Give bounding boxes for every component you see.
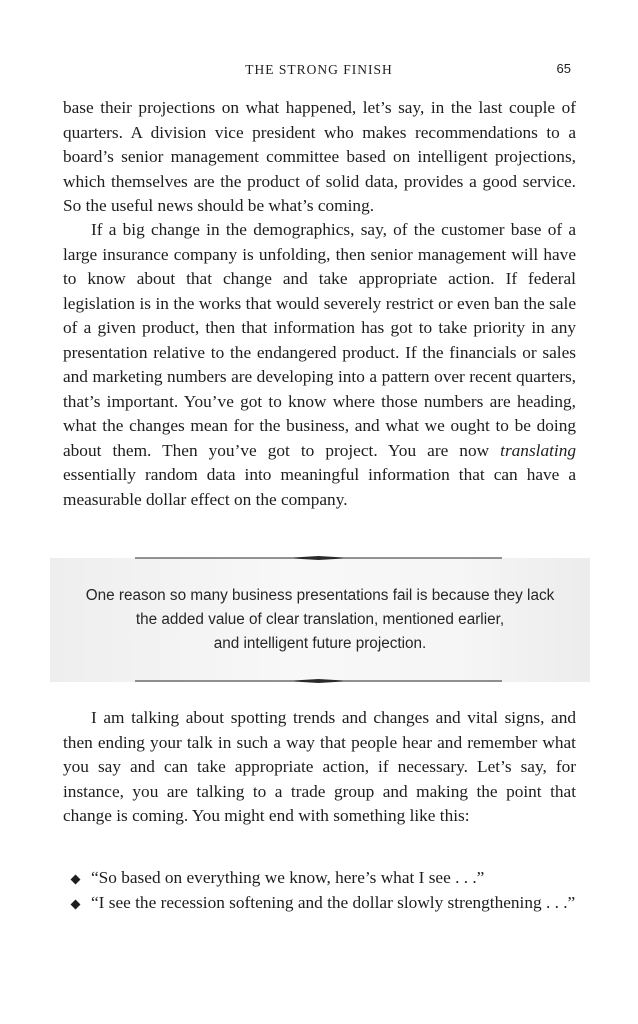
running-title: THE STRONG FINISH: [245, 62, 393, 77]
body-paragraph-3: I am talking about spotting trends and changes and vital signs, and then ending your talk in such a way that people hear and remember what you say and can take appropriate action, if necessary. Let’s say, for instance, you are talking to a trade group and making the point that change is coming. You might end with something like this:: [63, 708, 576, 825]
bullet-text: “I see the recession softening and the dollar slowly strengthening . . .”: [91, 892, 576, 912]
paragraph-2-text-start: If a big change in the demographics, say, of the customer base of a large insurance company is unfolding, then senior management will have to know about that change and take appropriate action. If federal legislation is in the works that would severely restrict or even ban the sale of a given product, then that information has got to take priority in any presentation relative to the endangered product. If the financials or sales and marketing numbers are developing into a pattern over recent quarters, that’s important. You’ve got to know where those numbers are heading, what the changes mean for the business, and what we ought to be doing about them. Then you’ve got to project. You are now: [63, 220, 576, 460]
bullet-item: [63, 891, 576, 916]
paragraph-2-text-end: essentially random data into meaningful information that can have a measurable dollar effect on the company.: [63, 465, 576, 509]
pullquote-line-3: and intelligent future projection.: [213, 635, 427, 652]
body-paragraph-2: [63, 218, 576, 512]
body-paragraph-1: base their projections on what happened, let’s say, in the last couple of quarters. A division vice president who makes recommendations to a board’s senior management committee based on intelligent projections, which themselves are the product of solid data, provides a good service. So the useful news should be what’s coming.: [63, 98, 576, 215]
pullquote-line-1: One reason so many business presentations fail is because they lack: [85, 587, 555, 604]
pullquote: [60, 584, 580, 656]
bullet-text: “So based on everything we know, here’s what I see . . .”: [91, 868, 485, 887]
running-head: [0, 60, 638, 82]
pullquote-line-2: the added value of clear translation, mentioned earlier,: [135, 611, 505, 628]
diamond-bullet-icon: [71, 899, 81, 909]
quote-bullet-list: [63, 866, 576, 915]
page-number: 65: [556, 61, 571, 76]
pullquote-bottom-rule: [135, 679, 502, 683]
emphasis-translating: translating: [500, 440, 576, 460]
bullet-item: [63, 866, 576, 891]
pullquote-top-rule: [135, 556, 502, 560]
diamond-bullet-icon: [71, 875, 81, 885]
